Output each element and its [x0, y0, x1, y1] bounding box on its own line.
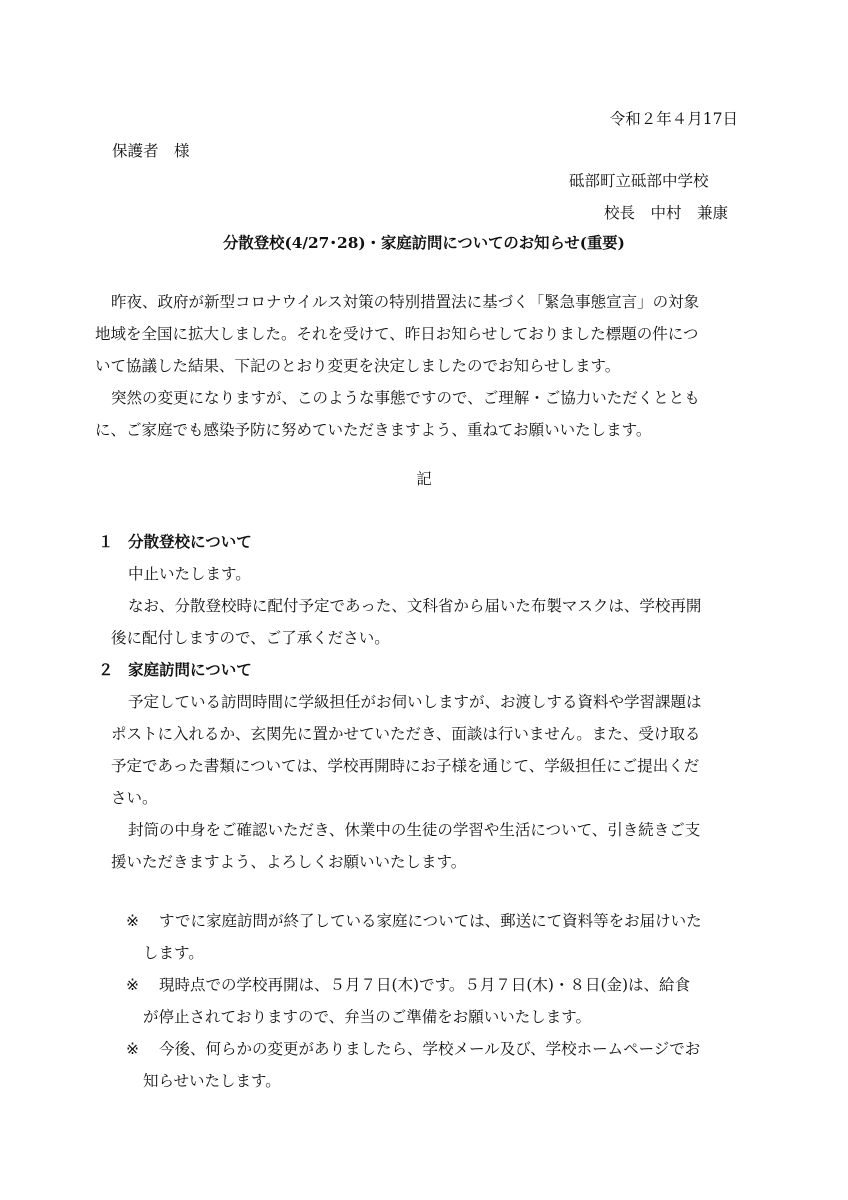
note-mark: ※	[126, 976, 139, 994]
section1-line: 中止いたします。	[128, 565, 251, 583]
section2-line: ポストに入れるか、玄関先に置かせていただき、面談は行いません。また、受け取る	[111, 725, 701, 743]
note-line: します。	[143, 944, 204, 962]
document-title: 分散登校(4/27･28)・家庭訪問についてのお知らせ(重要)	[223, 234, 625, 252]
section2-line: 援いただきますよう、よろしくお願いいたします。	[111, 853, 467, 871]
note-line: 今後、何らかの変更がありましたら、学校メール及び、学校ホームページでお	[159, 1040, 701, 1058]
principal-name: 校長 中村 兼康	[604, 204, 729, 222]
recipient: 保護者 様	[112, 142, 190, 160]
note-mark: ※	[126, 912, 139, 930]
note-line: すでに家庭訪問が終了している家庭については、郵送にて資料等をお届けいた	[159, 912, 702, 930]
document-date: 令和２年４月17日	[609, 110, 738, 128]
intro-line: いて協議した結果、下記のとおり変更を決定しましたのでお知らせします。	[95, 357, 621, 375]
intro-line: 突然の変更になりますが、このような事態ですので、ご理解・ご協力いただくととも	[111, 389, 700, 407]
section1-heading: 分散登校について	[128, 532, 252, 551]
ki-marker: 記	[416, 470, 432, 488]
section2-number: ２	[98, 660, 114, 679]
intro-line: に、ご家庭でも感染予防に努めていただきますよう、重ねてお願いいたします。	[95, 421, 652, 439]
intro-line: 昨夜、政府が新型コロナウイルス対策の特別措置法に基づく「緊急事態宣言」の対象	[111, 293, 700, 311]
note-line: 知らせいたします。	[143, 1072, 281, 1090]
intro-line: 地域を全国に拡大しました。それを受けて、昨日お知らせしておりました標題の件につ	[95, 325, 699, 343]
note-mark: ※	[126, 1040, 139, 1058]
section1-line: なお、分散登校時に配付予定であった、文科省から届いた布製マスクは、学校再開	[128, 597, 702, 615]
section2-line: 予定している訪問時間に学級担任がお伺いしますが、お渡しする資料や学習課題は	[128, 693, 702, 711]
school-name: 砥部町立砥部中学校	[569, 172, 709, 190]
section2-line: 予定であった書類については、学校再開時にお子様を通じて、学級担任にご提出くだ	[111, 757, 700, 775]
section2-line: さい。	[111, 789, 158, 807]
section1-number: １	[98, 532, 114, 551]
note-line: が停止されておりますので、弁当のご準備をお願いいたします。	[143, 1008, 591, 1026]
section2-heading: 家庭訪問について	[128, 660, 252, 679]
section2-line: 封筒の中身をご確認いただき、休業中の生徒の学習や生活について、引き続きご支	[128, 821, 701, 839]
section1-line: 後に配付しますので、ご了承ください。	[111, 629, 390, 647]
note-line: 現時点での学校再開は、５月７日(木)です。５月７日(木)・８日(金)は、給食	[159, 976, 691, 994]
